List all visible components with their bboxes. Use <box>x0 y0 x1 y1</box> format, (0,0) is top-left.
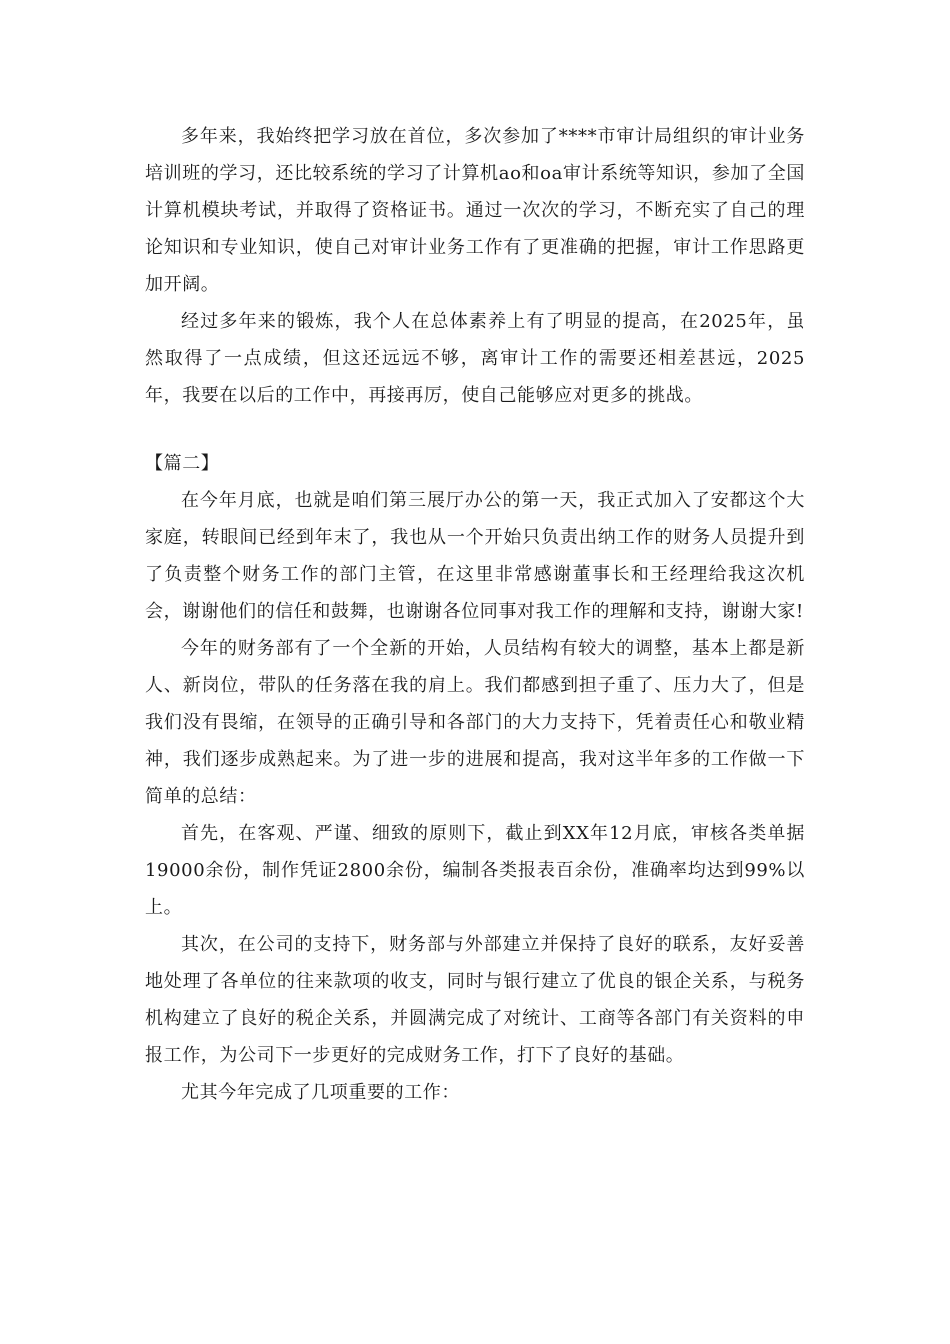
paragraph-study: 多年来，我始终把学习放在首位，多次参加了****市审计局组织的审计业务培训班的学习，还比较系统的学习了计算机ao和oa审计系统等知识，参加了全国计算机模块考试，并取得了资格证书。通过一次次的学习，不断充实了自己的理论知识和专业知识，使自己对审计业务工作有了更准确的把握，审计工作思路更加开阔。 <box>145 126 805 295</box>
section-one <box>145 118 805 414</box>
paragraph-finance-department: 今年的财务部有了一个全新的开始，人员结构有较大的调整，基本上都是新人、新岗位，带队的任务落在我的肩上。我们都感到担子重了、压力大了，但是我们没有畏缩，在领导的正确引导和各部门的大力支持下，凭着责任心和敬业精神，我们逐步成熟起来。为了进一步的进展和提高，我对这半年多的工作做一下简单的总结： <box>145 638 805 807</box>
section-two <box>145 445 805 1111</box>
paragraph-key-work: 尤其今年完成了几项重要的工作： <box>181 1082 460 1103</box>
section-heading: 【篇二】 <box>145 453 220 474</box>
paragraph-joining: 在今年月底，也就是咱们第三展厅办公的第一天，我正式加入了安都这个大家庭，转眼间已经到年末了，我也从一个开始只负责出纳工作的财务人员提升到了负责整个财务工作的部门主管，在这里非常感谢董事长和王经理给我这次机会，谢谢他们的信任和鼓舞，也谢谢各位同事对我工作的理解和支持，谢谢大家! <box>145 490 805 622</box>
paragraph-second-point: 其次，在公司的支持下，财务部与外部建立并保持了良好的联系，友好妥善地处理了各单位的往来款项的收支，同时与银行建立了优良的银企关系，与税务机构建立了良好的税企关系，并圆满完成了对统计、工商等各部门有关资料的申报工作，为公司下一步更好的完成财务工作，打下了良好的基础。 <box>145 934 805 1066</box>
paragraph-training: 经过多年来的锻炼，我个人在总体素养上有了明显的提高，在2025年，虽然取得了一点成绩，但这还远远不够，离审计工作的需要还相差甚远，2025年，我要在以后的工作中，再接再厉，使自己能够应对更多的挑战。 <box>145 311 805 406</box>
paragraph-first-point: 首先，在客观、严谨、细致的原则下，截止到XX年12月底，审核各类单据19000余份，制作凭证2800余份，编制各类报表百余份，准确率均达到99%以上。 <box>145 823 805 918</box>
